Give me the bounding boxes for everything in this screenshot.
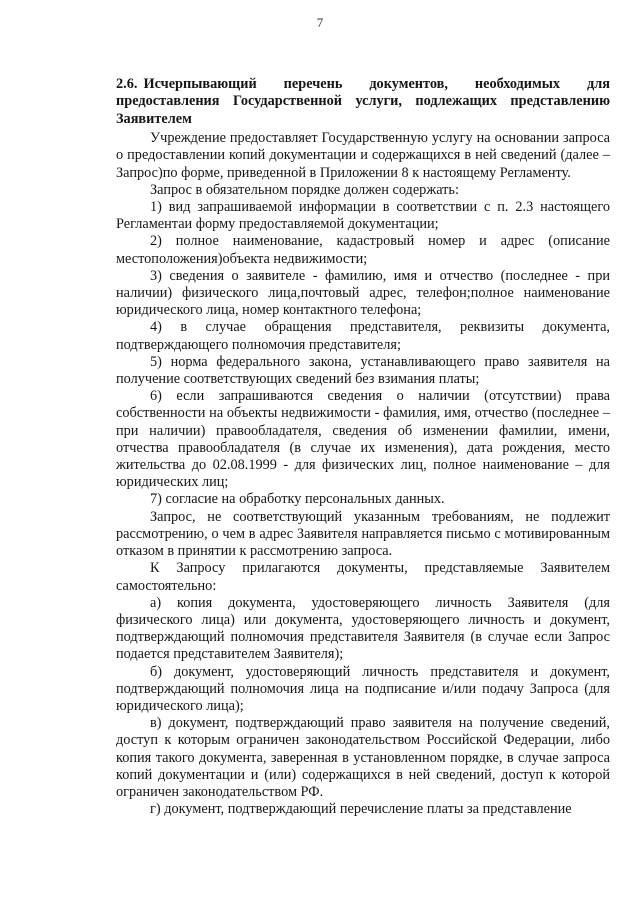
section-number: 2.6. <box>116 76 138 92</box>
list-item-5: 5) норма федерального закона, устанавливающего право заявителя на получение соответствующих сведений без взимания платы; <box>116 353 610 388</box>
page-number: 7 <box>316 15 324 30</box>
paragraph-noncompliant: Запрос, не соответствующий указанным требованиям, не подлежит рассмотрению, о чем в адрес Заявителя направляется письмо с мотивированным отказом в принятии к рассмотрению запроса. <box>116 508 610 560</box>
paragraph-attached: К Запросу прилагаются документы, представляемые Заявителем самостоятельно: <box>116 560 610 594</box>
list-item-v: в) документ, подтверждающий право заявителя на получение сведений, доступ к которым ограничен законодательством Российской Федерации, либо копия такого документа, заверенная в установленном порядке, в случае запроса копий документации и (или) содержащихся в ней сведений, доступ к которой ограничен законодательством РФ. <box>116 715 610 800</box>
list-item-4: 4) в случае обращения представителя, реквизиты документа, подтверждающего полномочия представителя; <box>116 319 610 353</box>
section-title: Исчерпывающий перечень документов, необходимых для предоставления Государственной услуги, подлежащих представлению Заявителем <box>116 76 610 127</box>
list-item-1: 1) вид запрашиваемой информации в соответствии с п. 2.3 настоящего Регламентаи форму предоставляемой документации; <box>116 199 610 233</box>
list-item-7: 7) согласие на обработку персональных данных. <box>150 491 445 508</box>
list-item-g: г) документ, подтверждающий перечисление платы за представление <box>150 801 572 818</box>
list-item-3: 3) сведения о заявителе - фамилию, имя и отчество (последнее - при наличии) физического лица,почтовый адрес, телефон;полное наименование юридического лица, номер контактного телефона; <box>116 267 610 319</box>
document-body <box>116 76 610 818</box>
paragraph-intro: Учреждение предоставляет Государственную услугу на основании запроса о предоставлении копий документации и содержащихся в ней сведений (далее – Запрос)по форме, приведенной в Приложении 8 к настоящему Регламенту. <box>116 130 610 181</box>
list-item-6: 6) если запрашиваются сведения о наличии (отсутствии) права собственности на объекты недвижимости - фамилия, имя, отчество (последнее – при наличии) правообладателя, сведения об изменении фамилии, имени, отчества правообладателя (в случае их изменения), дата рождения, место жительства до 02.08.1999 - для физических лиц, полное наименование – для юридических лиц; <box>116 388 610 491</box>
list-item-2: 2) полное наименование, кадастровый номер и адрес (описание местоположения)объекта недвижимости; <box>116 233 610 267</box>
section-heading <box>116 76 610 128</box>
list-item-a: а) копия документа, удостоверяющего личность Заявителя (для физического лица) или документа, удостоверяющего личность и документ, подтверждающий полномочия представителя Заявителя (в случае если Запрос подается представителем Заявителя); <box>116 594 610 663</box>
paragraph-must-contain: Запрос в обязательном порядке должен содержать: <box>150 181 459 198</box>
list-item-b: б) документ, удостоверяющий личность представителя и документ, подтверждающий полномочия лица на подписание и/или подачу Запроса (для юридического лица); <box>116 663 610 714</box>
